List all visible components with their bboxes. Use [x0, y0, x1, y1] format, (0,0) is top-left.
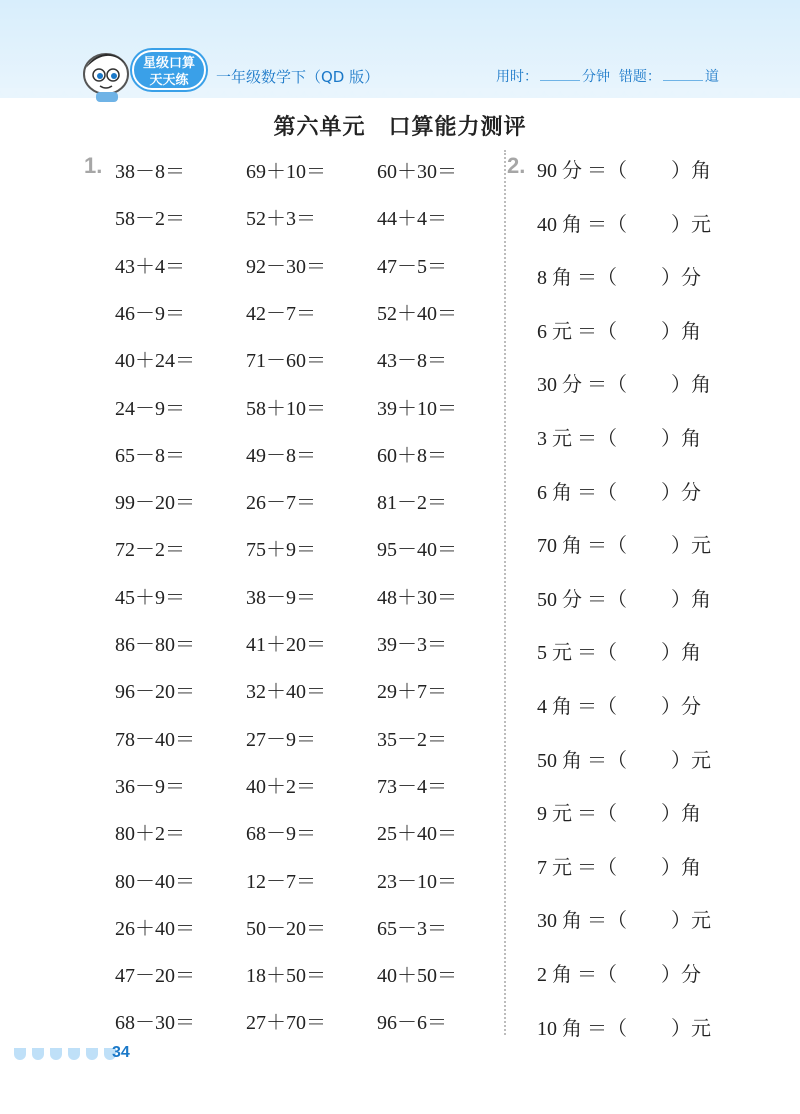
arithmetic-problem: 73－4＝ — [377, 775, 447, 798]
page-number: 34 — [112, 1044, 130, 1061]
conversion-problem — [537, 315, 701, 344]
conversion-problem — [537, 583, 711, 612]
arithmetic-problem: 60＋8＝ — [377, 444, 447, 467]
conversion-left: 10 角 ＝（ — [537, 1017, 627, 1040]
arithmetic-problem: 35－2＝ — [377, 728, 447, 751]
conversion-left: 30 分 ＝（ — [537, 374, 627, 397]
conversion-left: 5 元 ＝（ — [537, 642, 617, 665]
arithmetic-problem: 58＋10＝ — [246, 397, 326, 420]
arithmetic-problem: 71－60＝ — [246, 350, 326, 373]
arithmetic-problem: 42－7＝ — [246, 302, 316, 325]
arithmetic-problem: 41＋20＝ — [246, 634, 326, 656]
arithmetic-problem: 29＋7＝ — [377, 681, 447, 704]
arithmetic-problem: 46－9＝ — [115, 302, 185, 325]
arithmetic-problem: 80＋2＝ — [115, 823, 185, 846]
conversion-problem — [537, 636, 701, 665]
arithmetic-problem: 43＋4＝ — [115, 255, 185, 278]
conversion-unit: ）角 — [661, 320, 701, 343]
conversion-left: 2 角 ＝（ — [537, 964, 617, 986]
conversion-left: 90 分 ＝（ — [537, 160, 627, 182]
conversion-left: 4 角 ＝（ — [537, 696, 617, 718]
conversion-problem — [537, 851, 701, 880]
error-blank[interactable] — [663, 80, 703, 81]
count-label: 道 — [704, 69, 719, 85]
arithmetic-problem: 68－30＝ — [115, 1012, 195, 1035]
arithmetic-problem: 50－20＝ — [246, 917, 326, 940]
arithmetic-problem: 47－5＝ — [377, 255, 447, 278]
conversion-left: 7 元 ＝（ — [537, 856, 617, 879]
arithmetic-problem: 32＋40＝ — [246, 681, 326, 704]
conversion-unit: ）角 — [661, 803, 701, 826]
arithmetic-problem: 38－9＝ — [246, 586, 316, 609]
arithmetic-problem: 80－40＝ — [115, 870, 195, 893]
arithmetic-problem: 60＋30＝ — [377, 161, 457, 183]
time-blank[interactable] — [540, 80, 580, 81]
question-2-number: 2. — [507, 153, 526, 178]
conversion-unit: ）分 — [661, 696, 701, 718]
conversion-problem — [537, 958, 701, 987]
conversion-left: 50 角 ＝（ — [537, 749, 627, 772]
conversion-unit: ）分 — [661, 964, 701, 986]
book-title: 一年级数学下（QD 版） — [216, 68, 380, 86]
arithmetic-problem: 69＋10＝ — [246, 161, 326, 183]
arithmetic-problem: 49－8＝ — [246, 444, 316, 467]
conversion-left: 40 角 ＝（ — [537, 213, 627, 236]
conversion-left: 9 元 ＝（ — [537, 803, 617, 826]
time-label: 用时： — [496, 69, 538, 85]
conversion-unit: ）角 — [661, 642, 701, 665]
arithmetic-problem: 99－20＝ — [115, 492, 195, 515]
arithmetic-problem: 47－20＝ — [115, 965, 195, 988]
arithmetic-problem: 36－9＝ — [115, 775, 185, 798]
column-divider — [504, 150, 506, 1035]
question-1-number: 1. — [84, 153, 103, 178]
badge-line2: 天天练 — [149, 73, 189, 88]
footer-decoration — [14, 1048, 116, 1060]
conversion-left: 70 角 ＝（ — [537, 535, 627, 558]
conversion-unit: ）元 — [671, 213, 711, 236]
conversion-unit: ）角 — [661, 428, 701, 450]
conversion-unit: ）角 — [671, 588, 711, 611]
conversion-left: 6 元 ＝（ — [537, 320, 617, 343]
conversion-problem — [537, 154, 711, 183]
arithmetic-problem: 43－8＝ — [377, 350, 447, 373]
conversion-problem — [537, 690, 701, 719]
conversion-unit: ）分 — [661, 267, 701, 290]
conversion-left: 3 元 ＝（ — [537, 428, 617, 450]
arithmetic-problem: 72－2＝ — [115, 539, 185, 562]
conversion-unit: ）角 — [661, 856, 701, 879]
arithmetic-problem: 12－7＝ — [246, 870, 316, 893]
conversion-problem — [537, 529, 711, 558]
arithmetic-problem: 96－20＝ — [115, 681, 195, 704]
conversion-left: 6 角 ＝（ — [537, 481, 617, 504]
conversion-unit: ）角 — [671, 374, 711, 397]
conversion-unit: ）元 — [671, 535, 711, 558]
conversion-problem — [537, 1012, 711, 1041]
arithmetic-problem: 27＋70＝ — [246, 1012, 326, 1035]
conversion-left: 50 分 ＝（ — [537, 588, 627, 611]
arithmetic-problem: 65－8＝ — [115, 444, 185, 467]
arithmetic-problem: 23－10＝ — [377, 870, 457, 893]
arithmetic-problem: 95－40＝ — [377, 539, 457, 562]
arithmetic-problem: 26＋40＝ — [115, 917, 195, 940]
arithmetic-problem: 92－30＝ — [246, 255, 326, 278]
arithmetic-problem: 27－9＝ — [246, 728, 316, 751]
conversion-unit: ）元 — [671, 749, 711, 772]
arithmetic-problem: 39－3＝ — [377, 634, 447, 656]
error-label: 错题： — [618, 69, 661, 85]
conversion-problem — [537, 208, 711, 237]
series-badge — [132, 50, 206, 90]
conversion-problem — [537, 904, 711, 933]
arithmetic-problem: 78－40＝ — [115, 728, 195, 751]
conversion-problem — [537, 797, 701, 826]
conversion-problem — [537, 261, 701, 290]
arithmetic-problem: 86－80＝ — [115, 634, 195, 656]
arithmetic-problem: 81－2＝ — [377, 492, 447, 515]
arithmetic-problem: 26－7＝ — [246, 492, 316, 515]
arithmetic-problem: 44＋4＝ — [377, 208, 447, 231]
arithmetic-problem: 24－9＝ — [115, 397, 185, 420]
conversion-problem — [537, 422, 701, 451]
conversion-unit: ）元 — [671, 1017, 711, 1040]
conversion-left: 8 角 ＝（ — [537, 267, 617, 290]
arithmetic-problem: 96－6＝ — [377, 1012, 447, 1035]
arithmetic-problem: 45＋9＝ — [115, 586, 185, 609]
arithmetic-problem: 52＋3＝ — [246, 208, 316, 231]
time-record — [496, 66, 719, 86]
arithmetic-problem: 38－8＝ — [115, 161, 185, 183]
conversion-unit: ）角 — [671, 160, 711, 182]
conversion-problem — [537, 368, 711, 397]
arithmetic-problem: 40＋24＝ — [115, 350, 195, 373]
arithmetic-problem: 65－3＝ — [377, 917, 447, 940]
badge-line1: 星级口算 — [142, 56, 195, 71]
arithmetic-problem: 18＋50＝ — [246, 965, 326, 988]
conversion-problem — [537, 744, 711, 773]
arithmetic-problem: 40＋50＝ — [377, 965, 457, 988]
minute-label: 分钟 — [582, 69, 610, 85]
conversion-unit: ）分 — [661, 481, 701, 504]
arithmetic-problem: 25＋40＝ — [377, 823, 457, 846]
conversion-unit: ）元 — [671, 910, 711, 933]
arithmetic-problem: 48＋30＝ — [377, 586, 457, 609]
arithmetic-problem: 52＋40＝ — [377, 302, 457, 325]
arithmetic-problem: 58－2＝ — [115, 208, 185, 231]
arithmetic-problem: 75＋9＝ — [246, 539, 316, 562]
arithmetic-problem: 40＋2＝ — [246, 775, 316, 798]
arithmetic-problem: 68－9＝ — [246, 823, 316, 846]
unit-title: 第六单元 口算能力测评 — [273, 115, 527, 140]
conversion-left: 30 角 ＝（ — [537, 910, 627, 933]
conversion-problem — [537, 476, 701, 505]
arithmetic-problem: 39＋10＝ — [377, 397, 457, 420]
